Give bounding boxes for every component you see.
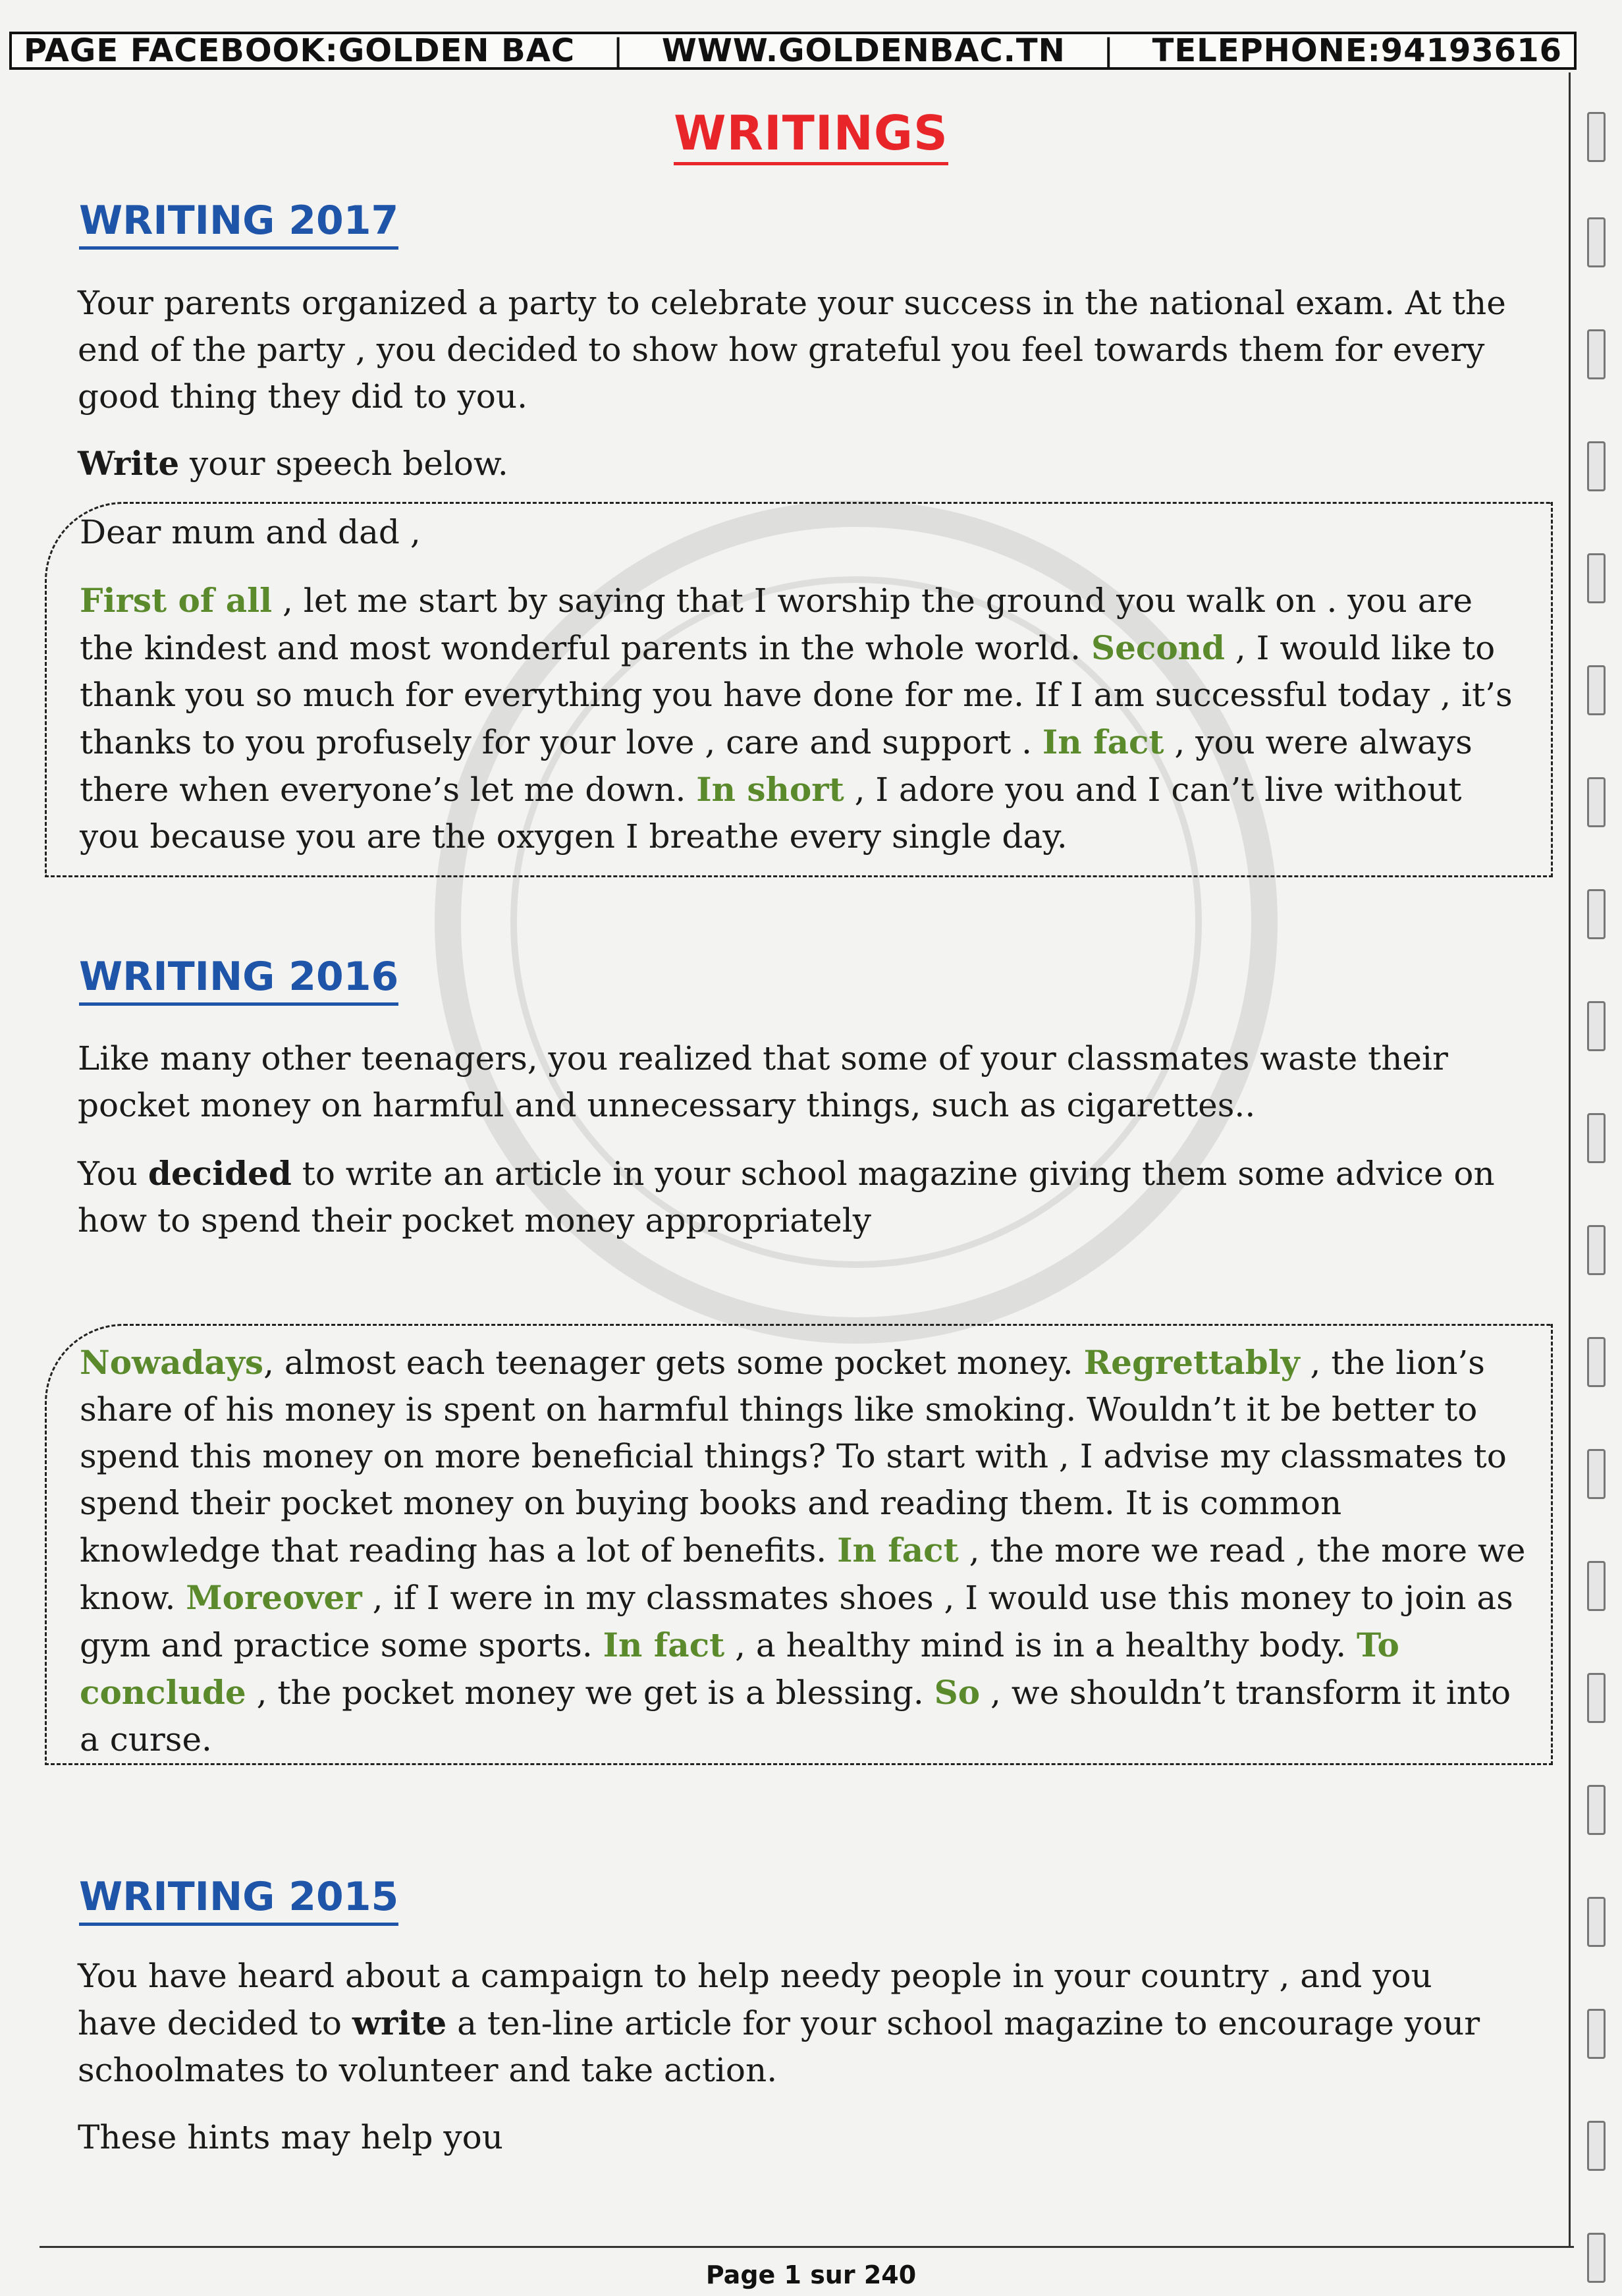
footer-rule: [40, 2246, 1574, 2248]
binder-hole: [1587, 329, 1606, 379]
binder-hole: [1587, 1897, 1606, 1947]
binder-hole: [1587, 889, 1606, 939]
header-telephone: TELEPHONE:94193616: [1152, 32, 1562, 69]
header-bar: [9, 32, 1577, 70]
section-title-2016: WRITING 2016: [79, 954, 398, 1000]
binder-hole: [1587, 217, 1606, 267]
binder-hole: [1587, 1001, 1606, 1051]
header-separator: |: [612, 32, 624, 69]
binder-hole: [1587, 1785, 1606, 1835]
section-title-2017: WRITING 2017: [79, 198, 398, 244]
prompt-2017-instruction: Write your speech below.: [78, 444, 508, 483]
header-website[interactable]: WWW.GOLDENBAC.TN: [661, 32, 1066, 69]
answer-paragraph: First of all , let me start by saying that I worship the ground you walk on . you are the kindest and most wonderful parents in the whole world. Second , I would like to thank you so much for everything you have done for me. If I am successful today , it’s thanks to you profusely for your love , care and support . In fact , you were always there when everyone’s let me down. In short , I adore you and I can’t live without you because you are the oxygen I breathe every single day.: [80, 581, 1513, 856]
prompt-2015-hints: These hints may help you: [78, 2118, 503, 2156]
binder-hole: [1587, 1449, 1606, 1499]
binder-hole: [1587, 1113, 1606, 1163]
header-separator: |: [1103, 32, 1115, 69]
answer-text-2017: [80, 504, 1528, 860]
right-margin-rule: [1569, 72, 1571, 2246]
binder-hole: [1587, 665, 1606, 715]
binder-hole: [1587, 1337, 1606, 1387]
binder-hole: [1587, 1673, 1606, 1723]
binder-hole: [1587, 2009, 1606, 2059]
prompt-2016-instruction: You decided to write an article in your school magazine giving them some advice on how to spend their pocket money appropriately: [78, 1154, 1495, 1240]
page-number: Page 1 sur 240: [705, 2260, 917, 2289]
prompt-2017: Your parents organized a party to celebrate your success in the national exam. At the end of the party , you decided to show how grateful you feel towards them for every good thing they did to you.: [78, 284, 1506, 416]
binder-hole: [1587, 1225, 1606, 1275]
page-title: WRITINGS: [0, 105, 1622, 161]
answer-text-2016: Nowadays, almost each teenager gets some pocket money. Regrettably , the lion’s share of his money is spent on harmful things like smoking. Wouldn’t it be better to spend this money on more beneficial things? To start with , I advise my classmates to spend their pocket money on buying books and reading them. It is common knowledge that reading has a lot of benefits. In fact , the more we read , the more we know. Moreover , if I were in my classmates shoes , I would use this money to join as gym and practice some sports. In fact , a healthy mind is in a healthy body. To conclude , the pocket money we get is a blessing. So , we shouldn’t transform it into a curse.: [80, 1343, 1526, 1759]
binder-hole: [1587, 553, 1606, 603]
greeting: Dear mum and dad ,: [80, 513, 421, 551]
prompt-2015: You have heard about a campaign to help needy people in your country , and you have decided to write a ten-line article for your school magazine to encourage your schoolmates to volunteer and take action.: [78, 1957, 1480, 2089]
section-title-2015: WRITING 2015: [79, 1874, 398, 1920]
answer-box-2016: [45, 1324, 1553, 1765]
binder-hole: [1587, 441, 1606, 491]
prompt-2016: Like many other teenagers, you realized that some of your classmates waste their pocket money on harmful and unnecessary things, such as cigarettes..: [78, 1039, 1448, 1124]
binder-hole: [1587, 777, 1606, 827]
binder-hole: [1587, 1561, 1606, 1611]
binder-hole: [1587, 2121, 1606, 2171]
header-facebook: PAGE FACEBOOK:GOLDEN BAC: [24, 32, 576, 69]
answer-box-2017: [45, 502, 1553, 877]
